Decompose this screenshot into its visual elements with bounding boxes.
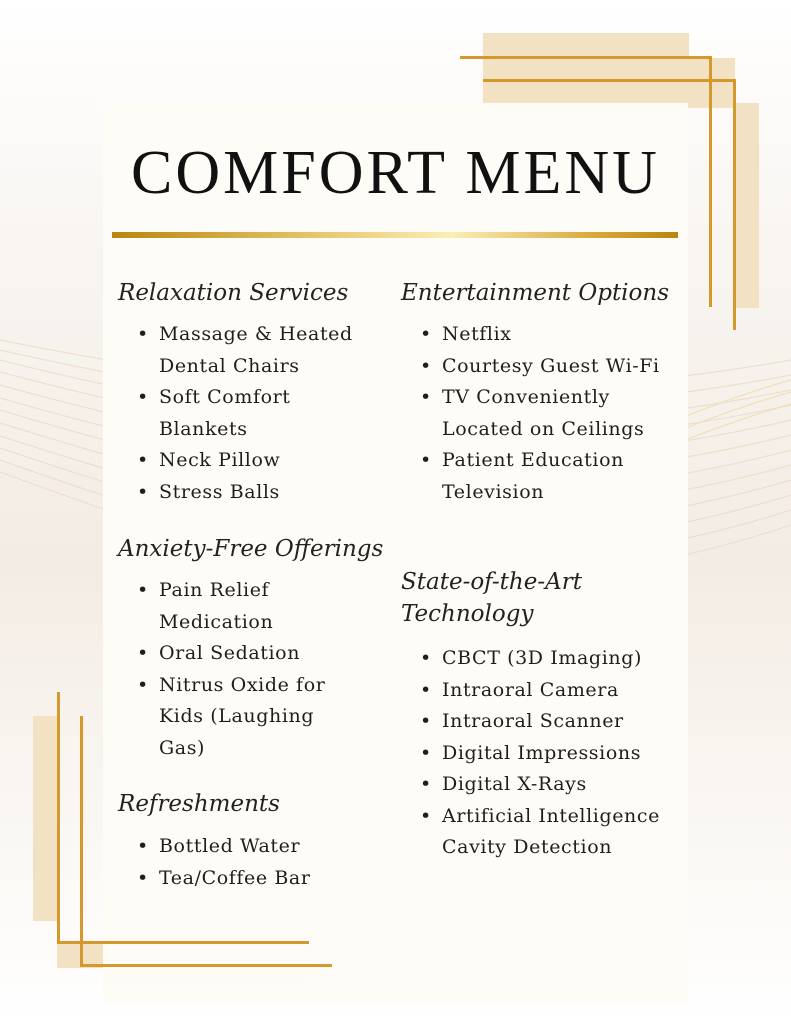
list-item: • Neck Pillow (137, 449, 281, 471)
list-item: • Courtesy Guest Wi-Fi (420, 354, 660, 377)
decor-line-left (57, 692, 60, 944)
list-item: • Stress Balls (137, 480, 280, 503)
decor-block-top-right (483, 33, 689, 103)
relaxation-list (137, 319, 377, 508)
list-item: • CBCT (3D Imaging) (420, 647, 642, 669)
decor-line-bottom-2 (80, 964, 332, 967)
list-item: • Artificial Intelligence Cavity Detection (420, 804, 660, 858)
decor-line-top (460, 56, 712, 59)
decor-line-left-2 (80, 716, 83, 966)
list-item: • Oral Sedation (137, 642, 301, 664)
list-item: • Soft Comfort Blankets (137, 386, 291, 440)
technology-heading: State-of-the-Art Technology (401, 569, 582, 627)
list-item: • Digital X-Rays (420, 773, 587, 795)
list-item: • Intraoral Camera (420, 678, 619, 701)
relaxation-heading: Relaxation Services (118, 280, 349, 306)
entertainment-heading: Entertainment Options (401, 280, 670, 306)
page-title: COMFORT MENU (131, 139, 660, 207)
list-item: • Netflix (420, 323, 512, 345)
list-item: • Intraoral Scanner (420, 710, 624, 732)
list-item: • Patient Education Television (420, 449, 624, 503)
decor-line-top-2 (483, 79, 736, 82)
anxiety-list (137, 575, 357, 764)
list-item: • Bottled Water (137, 835, 301, 857)
technology-list (420, 643, 665, 864)
title-divider (112, 232, 678, 238)
list-item: • Pain Relief Medication (137, 579, 274, 633)
decor-block-left (33, 716, 57, 921)
list-item: • Nitrus Oxide for Kids (Laughing Gas) (137, 673, 326, 759)
decor-line-bottom (57, 941, 309, 944)
anxiety-heading: Anxiety-Free Offerings (118, 536, 384, 562)
entertainment-list (420, 319, 660, 508)
refreshments-list (137, 831, 377, 894)
list-item: • TV Conveniently Located on Ceilings (420, 386, 645, 440)
list-item: • Digital Impressions (420, 741, 642, 764)
list-item: • Tea/Coffee Bar (137, 866, 311, 889)
refreshments-heading: Refreshments (118, 791, 280, 817)
list-item: • Massage & Heated Dental Chairs (137, 323, 353, 377)
